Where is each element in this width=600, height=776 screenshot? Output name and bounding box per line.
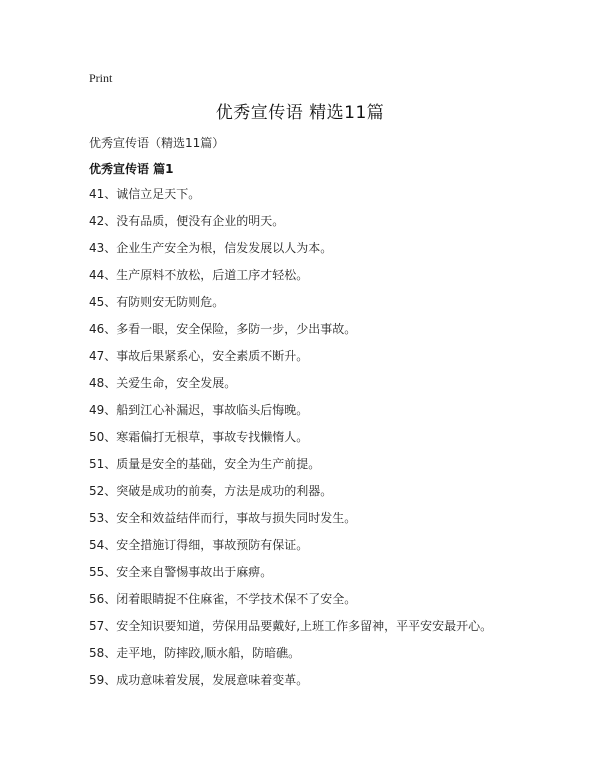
list-item: 42、没有品质，便没有企业的明天。 xyxy=(89,214,285,228)
list-item: 49、船到江心补漏迟，事故临头后悔晚。 xyxy=(89,403,309,417)
section-heading: 优秀宣传语 篇1 xyxy=(89,162,174,176)
list-item: 58、走平地，防摔跤,顺水船，防暗礁。 xyxy=(89,646,301,660)
page-subtitle: 优秀宣传语（精选11篇） xyxy=(89,136,225,150)
list-item: 43、企业生产安全为根，信发发展以人为本。 xyxy=(89,241,333,255)
list-item: 53、安全和效益结伴而行，事故与损失同时发生。 xyxy=(89,511,357,525)
list-item: 59、成功意味着发展，发展意味着变革。 xyxy=(89,673,309,687)
print-label: Print xyxy=(89,71,113,85)
list-item: 51、质量是安全的基础，安全为生产前提。 xyxy=(89,457,321,471)
list-item: 50、寒霜偏打无根草，事故专找懒惰人。 xyxy=(89,430,309,444)
list-item: 47、事故后果紧系心，安全素质不断升。 xyxy=(89,349,309,363)
list-item: 57、安全知识要知道，劳保用品要戴好,上班工作多留神，平平安安最开心。 xyxy=(89,619,493,633)
list-item: 46、多看一眼，安全保险，多防一步，少出事故。 xyxy=(89,322,357,336)
list-item: 44、生产原料不放松，后道工序才轻松。 xyxy=(89,268,309,282)
list-item: 52、突破是成功的前奏，方法是成功的利器。 xyxy=(89,484,333,498)
list-item: 56、闭着眼睛捉不住麻雀，不学技术保不了安全。 xyxy=(89,592,357,606)
list-item: 54、安全措施订得细，事故预防有保证。 xyxy=(89,538,309,552)
slogan-list xyxy=(89,186,492,699)
list-item: 48、关爱生命，安全发展。 xyxy=(89,376,237,390)
list-item: 45、有防则安无防则危。 xyxy=(89,295,225,309)
page-title: 优秀宣传语 精选11篇 xyxy=(215,103,385,123)
list-item: 41、诚信立足天下。 xyxy=(89,187,201,201)
list-item: 55、安全来自警惕事故出于麻痹。 xyxy=(89,565,273,579)
